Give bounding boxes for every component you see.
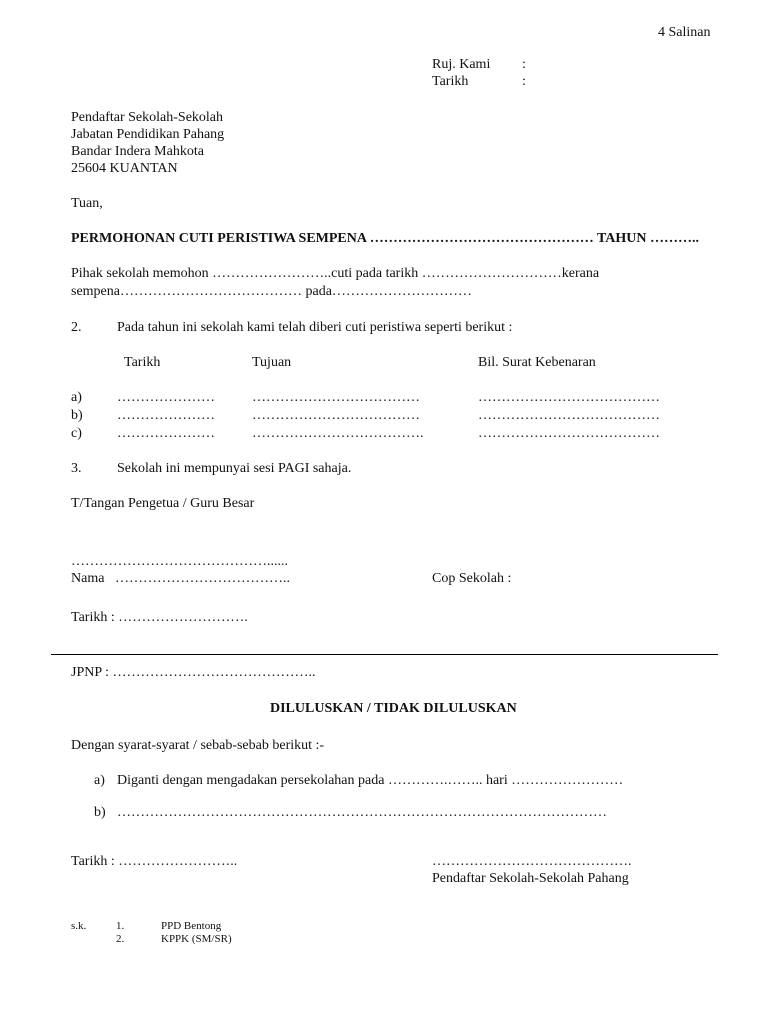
table-row-letter: ………………………………… bbox=[478, 408, 660, 423]
para3-number: 3. bbox=[71, 461, 82, 476]
name-label: Nama bbox=[71, 571, 105, 586]
salutation: Tuan, bbox=[71, 196, 103, 211]
name-dots: ……………………………….. bbox=[115, 571, 290, 586]
table-row-purpose: ……………………………… bbox=[252, 408, 420, 423]
jpnp-line: JPNP : …………………………………….. bbox=[71, 665, 316, 680]
approval-date: Tarikh : …………………….. bbox=[71, 854, 238, 869]
recipient-line-1: Pendaftar Sekolah-Sekolah bbox=[71, 110, 224, 125]
table-row-label: b) bbox=[71, 408, 83, 423]
table-row-label: c) bbox=[71, 426, 82, 441]
cc-item-name: PPD Bentong bbox=[161, 920, 222, 932]
recipient-line-3: Bandar Indera Mahkota bbox=[71, 144, 204, 159]
para1-line-1: Pihak sekolah memohon ……………………..cuti pada tarikh …………………………kerana bbox=[71, 266, 600, 281]
table-row-date: ………………… bbox=[117, 408, 215, 423]
signature-title: T/Tangan Pengetua / Guru Besar bbox=[71, 496, 255, 511]
section-divider bbox=[51, 654, 718, 655]
conditions-intro: Dengan syarat-syarat / sebab-sebab berikut :- bbox=[71, 738, 325, 753]
cc-item-name: KPPK (SM/SR) bbox=[161, 933, 232, 945]
table-header-date: Tarikh bbox=[124, 355, 161, 370]
para2-text: Pada tahun ini sekolah kami telah diberi cuti peristiwa seperti berikut : bbox=[117, 320, 513, 335]
table-row-label: a) bbox=[71, 390, 82, 405]
para1-line-2: sempena………………………………… pada………………………… bbox=[71, 284, 472, 299]
date-colon: : bbox=[522, 74, 526, 89]
school-stamp-label: Cop Sekolah : bbox=[432, 571, 512, 586]
para2-number: 2. bbox=[71, 320, 82, 335]
date-label: Tarikh bbox=[432, 74, 469, 89]
approval-decision: DILULUSKAN / TIDAK DILULUSKAN bbox=[270, 701, 517, 716]
condition-b-text: …………………………………………………………………………………………… bbox=[117, 805, 607, 820]
para3-text: Sekolah ini mempunyai sesi PAGI sahaja. bbox=[117, 461, 352, 476]
table-header-purpose: Tujuan bbox=[252, 355, 292, 370]
copies-label: 4 Salinan bbox=[658, 25, 711, 40]
recipient-line-2: Jabatan Pendidikan Pahang bbox=[71, 127, 225, 142]
recipient-line-4: 25604 KUANTAN bbox=[71, 161, 178, 176]
table-row-purpose: ………………………………. bbox=[252, 426, 424, 441]
table-header-letter: Bil. Surat Kebenaran bbox=[478, 355, 596, 370]
table-row-letter: ………………………………… bbox=[478, 390, 660, 405]
condition-b-label: b) bbox=[94, 805, 106, 820]
condition-a-label: a) bbox=[94, 773, 105, 788]
table-row-purpose: ……………………………… bbox=[252, 390, 420, 405]
registrar-sign-line: ……………………………………. bbox=[432, 854, 632, 869]
cc-label: s.k. bbox=[71, 920, 87, 932]
cc-item-number: 2. bbox=[116, 933, 125, 945]
ref-label: Ruj. Kami bbox=[432, 57, 491, 72]
signature-date: Tarikh : ………………………. bbox=[71, 610, 248, 625]
ref-colon: : bbox=[522, 57, 526, 72]
table-row-date: ………………… bbox=[117, 426, 215, 441]
table-row-date: ………………… bbox=[117, 390, 215, 405]
subject-heading: PERMOHONAN CUTI PERISTIWA SEMPENA ………………………………………… TAHUN ……….. bbox=[71, 231, 699, 246]
cc-item-number: 1. bbox=[116, 920, 125, 932]
condition-a-text: Diganti dengan mengadakan persekolahan pada ………….…….. hari …………………… bbox=[117, 773, 624, 788]
registrar-title: Pendaftar Sekolah-Sekolah Pahang bbox=[432, 871, 629, 886]
signature-line: ……………………………………...... bbox=[71, 554, 288, 569]
table-row-letter: ………………………………… bbox=[478, 426, 660, 441]
